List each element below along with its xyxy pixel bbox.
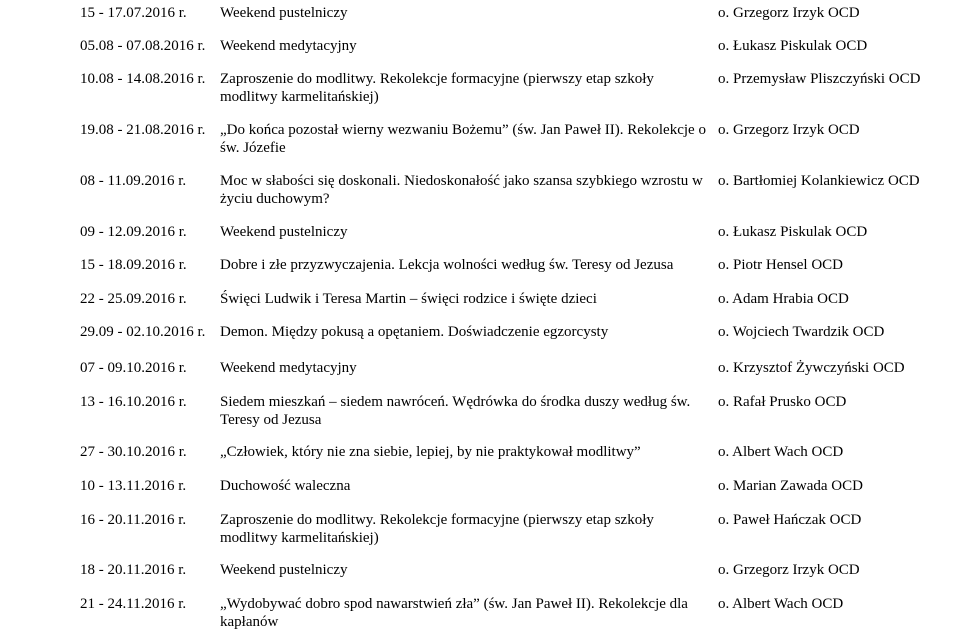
title-cell: Moc w słabości się doskonali. Niedoskonałość jako szansa szybkiego wzrostu w życiu duchowym? — [220, 173, 703, 207]
title-cell: Święci Ludwik i Teresa Martin – święci rodzice i święte dzieci — [220, 291, 597, 307]
title-cell: Zaproszenie do modlitwy. Rekolekcje formacyjne (pierwszy etap szkoły modlitwy karmelitańskiej) — [220, 512, 654, 546]
title-cell: „Do końca pozostał wierny wezwaniu Bożemu” (św. Jan Paweł II). Rekolekcje o św. Józefie — [220, 122, 706, 156]
leader-cell: o. Łukasz Piskulak OCD — [718, 224, 868, 240]
date-cell: 21 - 24.11.2016 r. — [80, 596, 187, 612]
date-cell: 09 - 12.09.2016 r. — [80, 224, 187, 240]
leader-cell: o. Przemysław Pliszczyński OCD — [718, 71, 921, 87]
leader-cell: o. Adam Hrabia OCD — [718, 291, 849, 307]
title-cell: Weekend pustelniczy — [220, 224, 348, 240]
title-cell: Siedem mieszkań – siedem nawróceń. Wędrówka do środka duszy według św. Teresy od Jezusa — [220, 394, 691, 428]
date-cell: 15 - 17.07.2016 r. — [80, 5, 187, 21]
title-cell: „Wydobywać dobro spod nawarstwień zła” (św. Jan Paweł II). Rekolekcje dla kapłanów — [220, 596, 688, 630]
title-cell: Duchowość waleczna — [220, 478, 351, 494]
date-cell: 27 - 30.10.2016 r. — [80, 444, 187, 460]
title-cell: Weekend medytacyjny — [220, 360, 357, 376]
date-cell: 07 - 09.10.2016 r. — [80, 360, 187, 376]
date-cell: 05.08 - 07.08.2016 r. — [80, 38, 206, 54]
date-cell: 22 - 25.09.2016 r. — [80, 291, 187, 307]
date-cell: 08 - 11.09.2016 r. — [80, 173, 187, 189]
leader-cell: o. Rafał Prusko OCD — [718, 394, 847, 410]
leader-cell: o. Piotr Hensel OCD — [718, 257, 843, 273]
leader-cell: o. Paweł Hańczak OCD — [718, 512, 862, 528]
title-cell: Demon. Między pokusą a opętaniem. Doświadczenie egzorcysty — [220, 324, 609, 340]
title-cell: Weekend pustelniczy — [220, 5, 348, 21]
date-cell: 10.08 - 14.08.2016 r. — [80, 71, 206, 87]
date-cell: 10 - 13.11.2016 r. — [80, 478, 187, 494]
leader-cell: o. Wojciech Twardzik OCD — [718, 324, 885, 340]
leader-cell: o. Marian Zawada OCD — [718, 478, 863, 494]
title-cell: Dobre i złe przyzwyczajenia. Lekcja wolności według św. Teresy od Jezusa — [220, 257, 674, 273]
leader-cell: o. Grzegorz Irzyk OCD — [718, 562, 860, 578]
date-cell: 16 - 20.11.2016 r. — [80, 512, 187, 528]
leader-cell: o. Albert Wach OCD — [718, 596, 844, 612]
date-cell: 15 - 18.09.2016 r. — [80, 257, 187, 273]
date-cell: 19.08 - 21.08.2016 r. — [80, 122, 206, 138]
leader-cell: o. Bartłomiej Kolankiewicz OCD — [718, 173, 920, 189]
title-cell: Zaproszenie do modlitwy. Rekolekcje formacyjne (pierwszy etap szkoły modlitwy karmelitańskiej) — [220, 71, 654, 105]
leader-cell: o. Grzegorz Irzyk OCD — [718, 122, 860, 138]
date-cell: 18 - 20.11.2016 r. — [80, 562, 187, 578]
title-cell: Weekend medytacyjny — [220, 38, 357, 54]
leader-cell: o. Łukasz Piskulak OCD — [718, 38, 868, 54]
date-cell: 29.09 - 02.10.2016 r. — [80, 324, 206, 340]
date-cell: 13 - 16.10.2016 r. — [80, 394, 187, 410]
leader-cell: o. Grzegorz Irzyk OCD — [718, 5, 860, 21]
title-cell: Weekend pustelniczy — [220, 562, 348, 578]
leader-cell: o. Krzysztof Żywczyński OCD — [718, 360, 905, 376]
title-cell: „Człowiek, który nie zna siebie, lepiej, by nie praktykował modlitwy” — [220, 444, 641, 460]
leader-cell: o. Albert Wach OCD — [718, 444, 844, 460]
